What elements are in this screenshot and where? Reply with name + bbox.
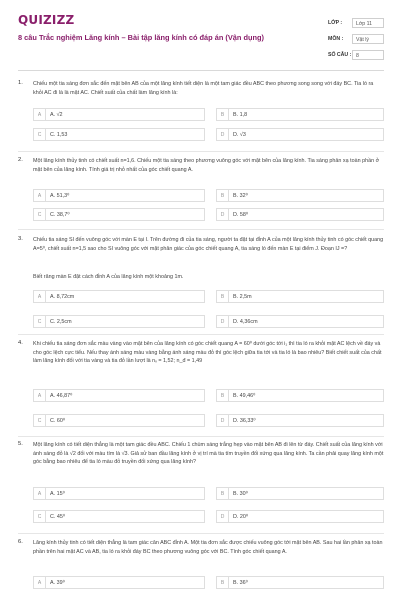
question-6 bbox=[18, 539, 384, 599]
option-d[interactable] bbox=[216, 315, 384, 328]
option-a[interactable] bbox=[33, 487, 205, 500]
option-d[interactable] bbox=[216, 414, 384, 427]
question-divider bbox=[18, 151, 384, 152]
page-header bbox=[0, 0, 400, 66]
question-2 bbox=[18, 157, 384, 227]
option-a[interactable] bbox=[33, 389, 205, 402]
quizizz-logo: QUIZIZZ bbox=[18, 13, 75, 27]
option-letter: D bbox=[217, 316, 229, 327]
option-text: A. √2 bbox=[50, 111, 63, 118]
option-letter: C bbox=[34, 209, 46, 220]
option-b[interactable] bbox=[216, 576, 384, 589]
quiz-meta bbox=[328, 15, 384, 63]
option-letter: A bbox=[34, 109, 46, 120]
option-text: C. 1,53 bbox=[50, 131, 68, 138]
question-text: Chiếu tia sáng SI đến vuông góc với màn E tại I. Trên đường đi của tia sáng, người ta đặt tại đỉnh A của một lăng kính thủy tinh có góc chiết quang A=5⁰, chiết suất n=1,5 sao cho SI vuông góc với mặt phân giác của góc chiết quang A, tia sáng ló đến màn E tại điểm J. Đoạn IJ =? bbox=[33, 237, 384, 252]
meta-label: LỚP : bbox=[328, 20, 343, 26]
question-divider bbox=[18, 533, 384, 534]
meta-question-count bbox=[328, 47, 384, 63]
question-number: 1. bbox=[18, 80, 23, 86]
option-b[interactable] bbox=[216, 389, 384, 402]
option-letter: B bbox=[217, 291, 229, 302]
meta-subject bbox=[328, 31, 384, 47]
question-number: 4. bbox=[18, 340, 23, 346]
option-text: B. 2,5m bbox=[233, 293, 252, 300]
question-4 bbox=[18, 340, 384, 435]
option-text: C. 2,5cm bbox=[50, 318, 72, 325]
question-divider bbox=[18, 436, 384, 437]
option-letter: A bbox=[34, 390, 46, 401]
page-title: 8 câu Trắc nghiệm Lăng kính – Bài tập lăng kính có đáp án (Vận dụng) bbox=[18, 33, 264, 42]
option-letter: A bbox=[34, 291, 46, 302]
question-text: Một lăng kính có tiết diện thẳng là một tam giác đều ABC. Chiếu 1 chùm sáng trắng hẹp vào mặt bên AB đi lên từ đáy. Chiết suất của lăng kính với ánh sáng đỏ là √2 đối với màu tím là √3. Giả sử ban đầu lăng kính ở vị trí mà tia tím truyền đối xứng qua lăng kính. Ta cần phải quay lăng kính một góc bằng bao nhiêu để tia ló màu đỏ truyền đối xứng qua lăng kính? bbox=[33, 442, 384, 466]
option-a[interactable] bbox=[33, 576, 205, 589]
option-text: C. 38,7⁰ bbox=[50, 211, 70, 218]
meta-label: SỐ CÂU : bbox=[328, 52, 352, 58]
option-c[interactable] bbox=[33, 208, 205, 221]
meta-label: MÔN : bbox=[328, 36, 344, 42]
option-letter: D bbox=[217, 209, 229, 220]
question-number: 3. bbox=[18, 236, 23, 242]
question-5 bbox=[18, 441, 384, 531]
option-letter: B bbox=[217, 390, 229, 401]
question-text: Một lăng kính thủy tinh có chiết suất n=1,6. Chiếu một tia sáng theo phương vuông góc với mặt bên của lăng kính. Tia sáng phản xạ toàn phần ở mặt bên của lăng kính. Tính giá trị nhỏ nhất của góc chiết quang A. bbox=[33, 158, 380, 173]
option-text: A. 46,87⁰ bbox=[50, 392, 73, 399]
question-note: Biết răng màn E đặt cách đỉnh A của lăng kính một khoảng 1m. bbox=[33, 274, 184, 280]
option-text: B. 1,8 bbox=[233, 111, 248, 118]
option-b[interactable] bbox=[216, 189, 384, 202]
option-d[interactable] bbox=[216, 128, 384, 141]
question-text: Lăng kính thủy tinh có tiết diện thẳng là tam giác cân ABC đỉnh A. Một tia đơn sắc được chiếu vuông góc tới mặt bên AB. Sau hai lần phản xạ toàn phần trên hai mặt AC và AB, tia ló ra khỏi đáy BC theo phương vuông góc với BC. Tính góc chiết quang A. bbox=[33, 540, 383, 555]
option-letter: B bbox=[217, 488, 229, 499]
option-c[interactable] bbox=[33, 128, 205, 141]
option-text: A. 39⁰ bbox=[50, 579, 65, 586]
option-text: B. 30⁰ bbox=[233, 490, 248, 497]
option-letter: B bbox=[217, 577, 229, 588]
question-number: 6. bbox=[18, 539, 23, 545]
header-divider bbox=[18, 70, 384, 71]
option-letter: C bbox=[34, 129, 46, 140]
question-1 bbox=[18, 80, 384, 150]
option-letter: D bbox=[217, 129, 229, 140]
meta-value: Lớp 11 bbox=[352, 18, 384, 28]
option-letter: D bbox=[217, 415, 229, 426]
meta-class bbox=[328, 15, 384, 31]
option-text: C. 60⁰ bbox=[50, 417, 66, 424]
option-letter: B bbox=[217, 190, 229, 201]
option-letter: A bbox=[34, 190, 46, 201]
option-text: D. 58⁰ bbox=[233, 211, 249, 218]
option-text: D. √3 bbox=[233, 131, 246, 138]
option-letter: C bbox=[34, 511, 46, 522]
meta-value: Vật lý bbox=[352, 34, 384, 44]
option-letter: A bbox=[34, 577, 46, 588]
option-text: C. 45⁰ bbox=[50, 513, 66, 520]
question-text: Khi chiếu tia sáng đơn sắc màu vàng vào mặt bên của lăng kính có góc chiết quang A = 60⁰ dưới góc tới i₁ thì tia ló ra khỏi mặt AC lệch về đáy và cho góc lệch cực tiểu. Nếu thay ánh sáng màu vàng bằng ánh sáng màu đỏ thì góc lệch giữa tia tới và tia ló là bao nhiêu? Biết chiết suất của chất làm lăng kính đối với tia vàng và tia đỏ lần lượt là nᵥ = 1,52; n_đ = 1,49 bbox=[33, 341, 382, 365]
question-divider bbox=[18, 229, 384, 230]
question-3 bbox=[18, 236, 384, 331]
meta-value: 8 bbox=[352, 50, 384, 60]
option-text: A. 15⁰ bbox=[50, 490, 65, 497]
option-text: A. 8,72cm bbox=[50, 293, 75, 300]
question-number: 5. bbox=[18, 441, 23, 447]
option-a[interactable] bbox=[33, 108, 205, 121]
option-a[interactable] bbox=[33, 189, 205, 202]
option-d[interactable] bbox=[216, 510, 384, 523]
option-d[interactable] bbox=[216, 208, 384, 221]
option-letter: A bbox=[34, 488, 46, 499]
option-text: A. 51,3⁰ bbox=[50, 192, 70, 199]
option-b[interactable] bbox=[216, 487, 384, 500]
question-divider bbox=[18, 334, 384, 335]
question-number: 2. bbox=[18, 157, 23, 163]
option-text: B. 32⁰ bbox=[233, 192, 248, 199]
option-letter: D bbox=[217, 511, 229, 522]
option-text: B. 36⁰ bbox=[233, 579, 248, 586]
option-letter: C bbox=[34, 316, 46, 327]
option-c[interactable] bbox=[33, 510, 205, 523]
option-a[interactable] bbox=[33, 290, 205, 303]
option-text: B. 49,46⁰ bbox=[233, 392, 256, 399]
option-b[interactable] bbox=[216, 108, 384, 121]
question-text: Chiếu một tia sáng đơn sắc đến mặt bên AB của một lăng kính tiết diện là một tam giác đều ABC theo phương song song với đáy BC. Tia ló ra khỏi AC đi là là mặt AC. Chiết suất của chất làm lăng kính là: bbox=[33, 81, 374, 96]
option-text: D. 20⁰ bbox=[233, 513, 249, 520]
option-text: D. 36,33⁰ bbox=[233, 417, 256, 424]
option-letter: B bbox=[217, 109, 229, 120]
option-text: D. 4,36cm bbox=[233, 318, 258, 325]
option-b[interactable] bbox=[216, 290, 384, 303]
option-letter: C bbox=[34, 415, 46, 426]
option-c[interactable] bbox=[33, 414, 205, 427]
option-c[interactable] bbox=[33, 315, 205, 328]
